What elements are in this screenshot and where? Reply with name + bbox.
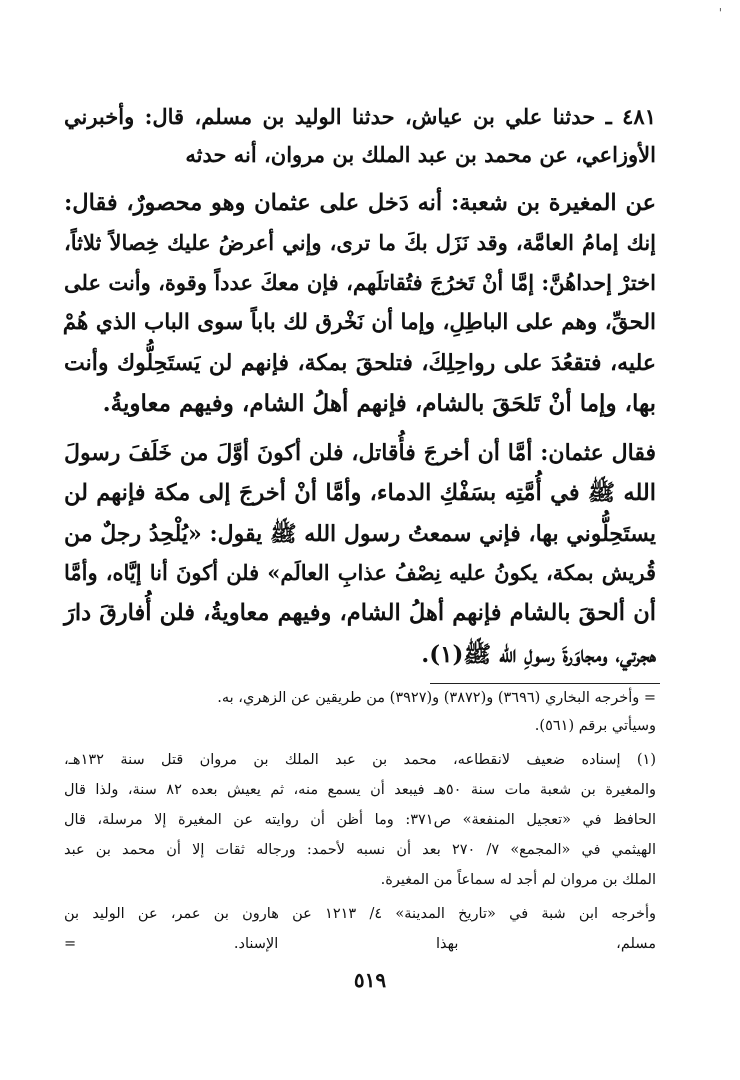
hadith-header-line-1: ٤٨١ ـ حدثنا علي بن عياش، حدثنا الوليد بن مسلم، قال: وأخبرني bbox=[64, 104, 656, 129]
hadith-header-line-2: الأوزاعي، عن محمد بن عبد الملك بن مروان، أنه حدثه bbox=[185, 142, 656, 167]
footnote-1-line: الهيثمي في «المجمع» ٧/ ٢٧٠ بعد أن نسبه لأحمد: ورجاله ثقات إلا أن محمد بن عبد bbox=[64, 842, 657, 858]
footnote-1-line: والمغيرة بن شعبة مات سنة ٥٠هـ فيبعد أن يسمع منه، ثم يعيش بعده ٨٢ سنة، ولذا قال bbox=[64, 782, 656, 798]
page-number: ٥١٩ bbox=[353, 968, 387, 992]
hadith-text-line: إنك إمامُ العامَّة، وقد نَزَل بكَ ما ترى، وإني أعرضُ عليك خِصالاً ثلاثاً، bbox=[64, 230, 656, 255]
footnote-1-line: الحافظ في «تعجيل المنفعة» ص٣٧١: وما أظن أن روايته عن المغيرة إلا مرسلة، قال bbox=[64, 812, 656, 828]
footnote-2-line: مسلم، بهذا الإسناد. = bbox=[64, 936, 656, 952]
corner-mark: ' bbox=[718, 6, 722, 20]
footnote-1-line: (١) إسناده ضعيف لانقطاعه، محمد بن عبد الملك بن مروان قتل سنة ١٣٢هـ، bbox=[64, 752, 656, 768]
hadith-text-line: عن المغيرة بن شعبة: أنه دَخل على عثمان وهو محصورٌ، فقال: bbox=[64, 190, 656, 216]
hadith-text-line: قُريش بمكة، يكونُ عليه نِصْفُ عذابِ العالَم» فلن أكونَ أنا إيَّاه، وأمَّا bbox=[64, 560, 656, 585]
hadith-text-line: فقال عثمان: أمَّا أن أخرجَ فأُقاتل، فلن أكونَ أوَّلَ من خَلَفَ رسولَ bbox=[64, 440, 656, 466]
footnote-line: وسيأتي برقم (٥٦١). bbox=[534, 718, 656, 734]
footnote-separator bbox=[430, 683, 660, 684]
hadith-text-line: الله ﷺ في أُمَّتِه بسَفْكِ الدماء، وأمَّا أنْ أخرجَ إلى مكة فإنهم لن bbox=[64, 480, 656, 506]
hadith-text-line: اخترْ إحداهُنَّ: إمَّا أنْ تَخرُجَ فتُقاتلَهم، فإن معكَ عدداً وقوة، وأنت على bbox=[64, 270, 656, 295]
footnote-2-line: وأخرجه ابن شبة في «تاريخ المدينة» ٤/ ١٢١٣ عن هارون بن عمر، عن الوليد بن bbox=[64, 906, 656, 922]
hadith-text-line: هجرتي، ومجاوَرةَ رسولِ الله ﷺ(١). bbox=[421, 641, 656, 668]
hadith-text-line: عليه، فتقعُدَ على رواحِلِكَ، فتلحقَ بمكة، فإنهم لن يَستَحِلُّوك وأنت bbox=[64, 350, 656, 376]
hadith-text-line: يستَحِلُّوني بها، فإني سمعتُ رسول الله ﷺ يقول: «يُلْحِدُ رجلٌ من bbox=[64, 521, 656, 547]
hadith-text-line: الحقِّ، وهم على الباطِلِ، وإما أن نَخْرق لك باباً سوى الباب الذي هُمْ bbox=[62, 310, 656, 335]
footnote-line: = وأخرجه البخاري (٣٦٩٦) و(٣٨٧٢) و(٣٩٢٧) من طريقين عن الزهري، به. bbox=[217, 690, 656, 706]
hadith-text-line: بها، وإما أنْ تَلحَقَ بالشام، فإنهم أهلُ الشام، وفيهم معاويةُ. bbox=[102, 390, 656, 417]
footnote-1-line: الملك بن مروان لم أجد له سماعاً من المغيرة. bbox=[380, 872, 656, 888]
hadith-text-line: أن ألحقَ بالشام فإنهم أهلُ الشام، وفيهم معاويةُ، فلن أُفارقَ دارَ bbox=[64, 600, 656, 626]
